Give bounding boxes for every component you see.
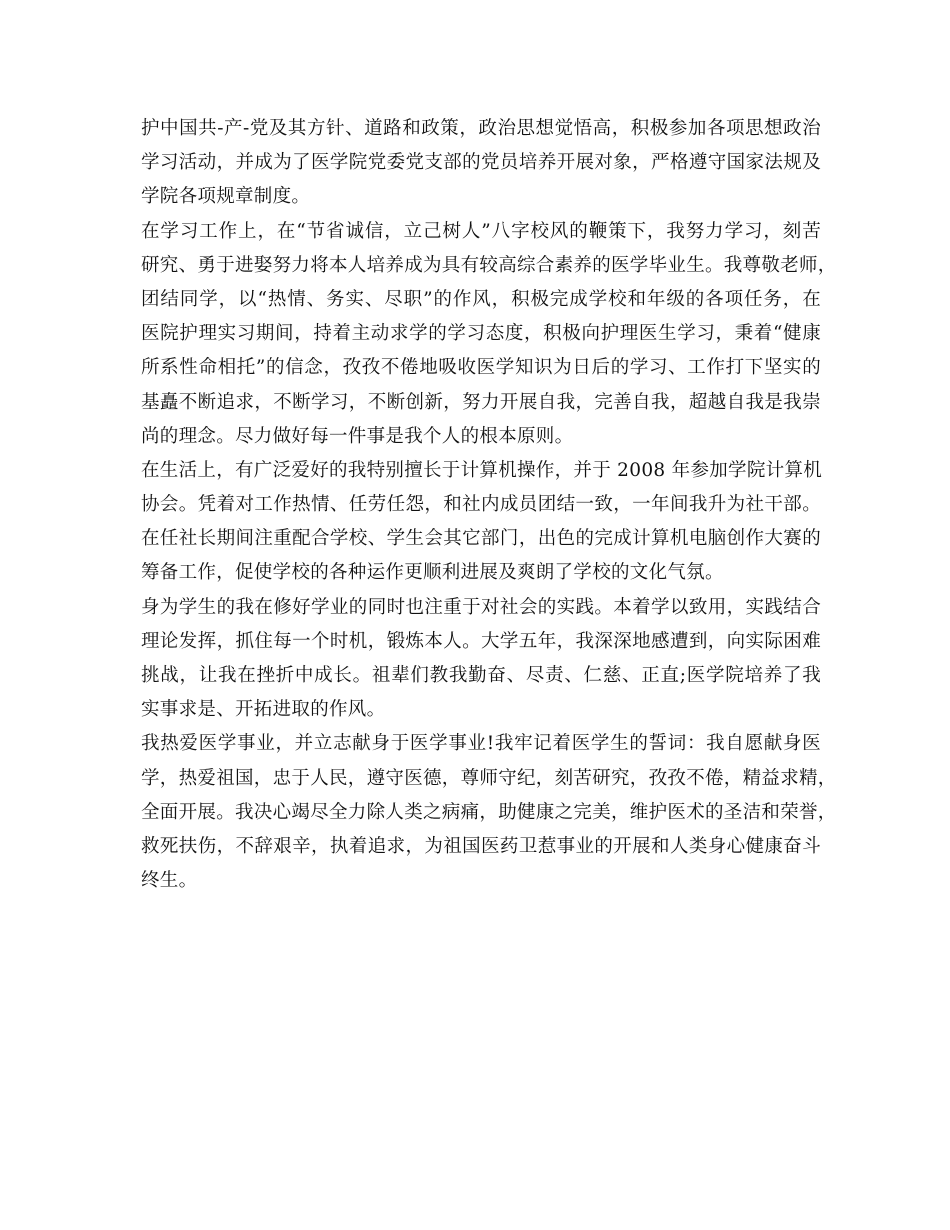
text-line: 团结同学，以“热情、务实、尽职”的作风，积极完成学校和年级的各项任务，在 [141,288,821,310]
text-line: 在任社长期间注重配合学校、学生会其它部门，出色的完成计算机电脑创作大赛的 [141,528,821,550]
text-line: 护中国共-产-党及其方针、道路和政策，政治思想觉悟高，积极参加各项思想政治 [141,118,821,139]
paragraph-political [141,112,821,215]
text-line: 在生活上，有广泛爱好的我特别擅长于计算机操作，并于 2008 年参加学院计算机 [141,459,823,481]
text-line: 我热爱医学事业，并立志献身于医学事业!我牢记着医学生的誓词：我自愿献身医 [141,733,821,755]
document-body [141,112,837,898]
text-line: 救死扶伤，不辞艰辛，执着追求，为祖国医药卫惹事业的开展和人类身心健康奋斗 [141,835,821,857]
text-line: 在学习工作上，在“节省诚信，立己树人”八字校风的鞭策下，我努力学习，刻苦 [141,220,821,242]
text-line: 学院各项规章制度。 [141,186,311,208]
paragraph-oath [141,727,837,898]
paragraph-practice [141,591,821,728]
text-line: 学习活动，并成为了医学院党委党支部的党员培养开展对象，严格遵守国家法规及 [141,152,821,174]
text-line: 实事求是、开拓进取的作风。 [141,699,386,721]
text-line: 身为学生的我在修好学业的同时也注重于对社会的实践。本着学以致用，实践结合 [141,596,821,618]
text-line: 协会。凭着对工作热情、任劳任怨，和社内成员团结一致，一年间我升为社干部。 [141,494,821,516]
text-line: 挑战，让我在挫折中成长。祖辈们教我勤奋、尽责、仁慈、正直;医学院培养了我 [141,665,821,686]
text-line: 所系性命相托”的信念，孜孜不倦地吸收医学知识为日后的学习、工作打下坚实的 [141,357,821,379]
text-line: 研究、勇于进娶努力将本人培养成为具有较高综合素养的医学毕业生。我尊敬老师， [141,254,837,276]
text-line: 终生。 [141,870,198,892]
text-line: 筹备工作，促使学校的各种运作更顺利进展及爽朗了学校的文化气氛。 [141,562,724,584]
text-line: 学，热爱祖国，忠于人民，遵守医德，尊师守纪，刻苦研究，孜孜不倦，精益求精， [141,767,837,789]
text-line: 全面开展。我决心竭尽全力除人类之病痛，助健康之完美，维护医术的圣洁和荣誉， [141,801,837,823]
paragraph-study [141,215,837,454]
text-line: 基矗不断追求，不断学习，不断创新，努力开展自我，完善自我，超越自我是我崇 [141,391,821,413]
paragraph-life [141,454,821,591]
text-line: 理论发挥，抓住每一个时机，锻炼本人。大学五年，我深深地感遭到，向实际困难 [141,630,821,652]
text-line: 医院护理实习期间，持着主动求学的学习态度，积极向护理医生学习，秉着“健康 [141,323,821,345]
text-line: 尚的理念。尽力做好每一件事是我个人的根本原则。 [141,425,574,447]
